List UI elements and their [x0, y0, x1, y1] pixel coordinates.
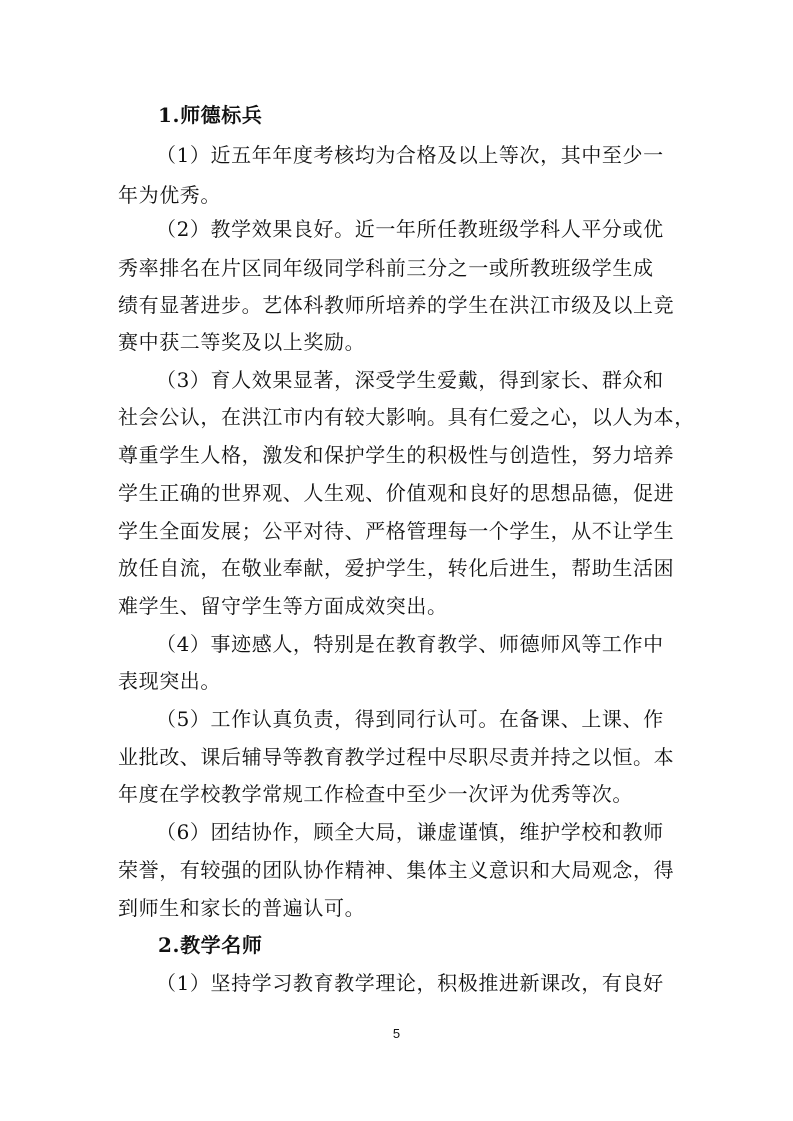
- text-line: （2）教学效果良好。近一年所任教班级学科人平分或优: [156, 217, 664, 241]
- text-line: （1）坚持学习教育教学理论，积极推进新课改，有良好: [156, 971, 664, 995]
- text-line: （3）育人效果显著，深受学生爱戴，得到家长、群众和: [156, 368, 664, 392]
- text-line: 难学生、留守学生等方面成效突出。: [118, 594, 448, 618]
- text-line: 业批改、课后辅导等教育教学过程中尽职尽责并持之以恒。本: [118, 745, 675, 769]
- text-line: 学生正确的世界观、人生观、价值观和良好的思想品德，促进: [118, 481, 675, 505]
- text-line: 学生全面发展；公平对待、严格管理每一个学生，从不让学生: [118, 519, 675, 543]
- text-line: 到师生和家长的普遍认可。: [118, 896, 366, 920]
- section-heading-1: 1.师德标兵: [158, 103, 263, 127]
- text-line: 荣誉，有较强的团队协作精神、集体主义意识和大局观念，得: [118, 858, 675, 882]
- text-line: 表现突出。: [118, 669, 221, 693]
- text-line: 放任自流，在敬业奉献，爱护学生，转化后进生，帮助生活困: [118, 556, 675, 580]
- text-line: 绩有显著进步。艺体科教师所培养的学生在洪江市级及以上竞: [118, 293, 675, 317]
- text-line: （5）工作认真负责，得到同行认可。在备课、上课、作: [156, 707, 664, 731]
- text-line: （4）事迹感人，特别是在教育教学、师德师风等工作中: [156, 632, 664, 656]
- page-number: 5: [392, 1026, 401, 1041]
- text-line: 尊重学生人格，激发和保护学生的积极性与创造性，努力培养: [118, 443, 675, 467]
- text-line: （6）团结协作，顾全大局，谦虚谨慎，维护学校和教师: [156, 820, 664, 844]
- text-line: 赛中获二等奖及以上奖励。: [118, 330, 366, 354]
- text-line: 社会公认，在洪江市内有较大影响。具有仁爱之心，以人为本，: [118, 405, 695, 429]
- text-line: 年为优秀。: [118, 183, 221, 207]
- section-heading-2: 2.教学名师: [158, 933, 263, 957]
- text-line: 秀率排名在片区同年级同学科前三分之一或所教班级学生成: [118, 256, 654, 280]
- text-line: 年度在学校教学常规工作检查中至少一次评为优秀等次。: [118, 782, 633, 806]
- text-line: （1）近五年年度考核均为合格及以上等次，其中至少一: [156, 143, 664, 167]
